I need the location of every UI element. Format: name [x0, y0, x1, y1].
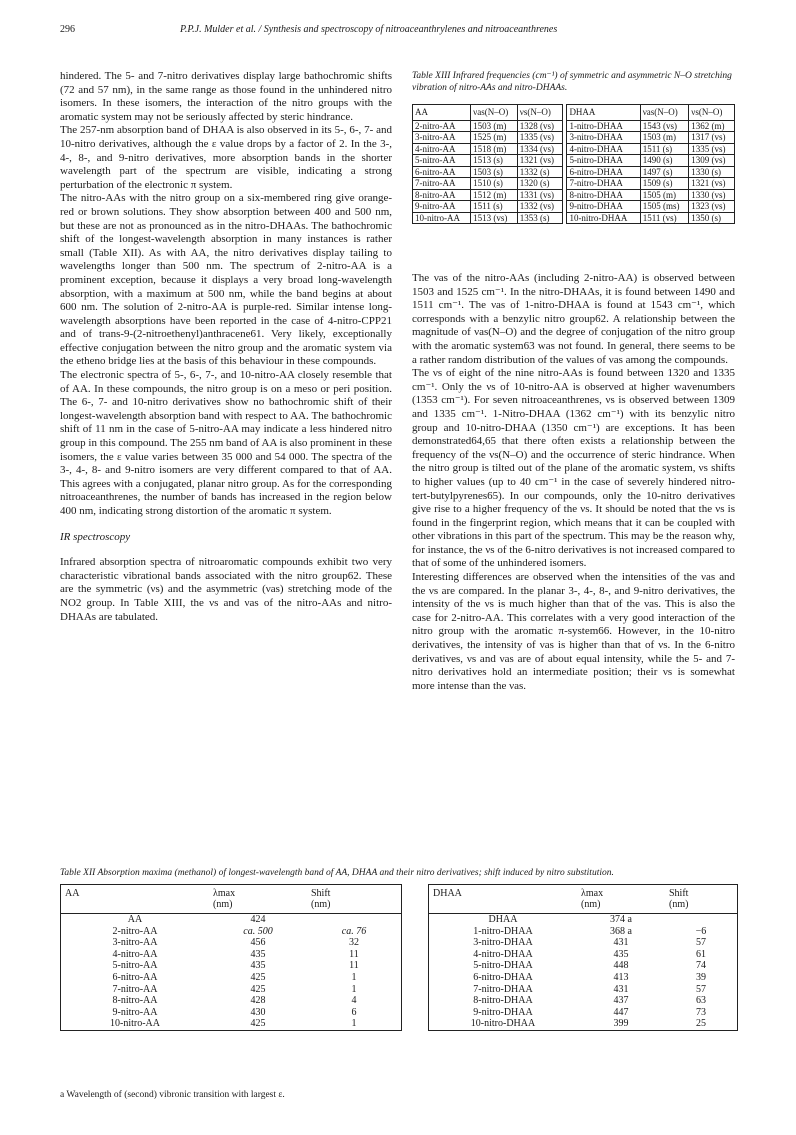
table-cell: 1332 (s) [517, 166, 563, 178]
table-cell: 7-nitro-DHAA [473, 983, 533, 995]
table-cell: 10-nitro-DHAA [567, 212, 640, 224]
table-cell: 1 [351, 1018, 357, 1030]
table-cell: 1503 (s) [471, 166, 518, 178]
table-cell: 1505 (m) [640, 189, 689, 201]
table-cell: 1328 (vs) [517, 120, 563, 132]
body-paragraph: The electronic spectra of 5-, 6-, 7-, and 10-nitro-AA closely resemble that of AA. In these compounds, the nitro group is on a meso or peri position. The 6-, 7- and 10-nitro derivatives show no bathochromic shift of their longest-wavelength absorption band with respect to AA. The bathochromic shift of 11 nm in the case of 5-nitro-AA may indicate a less hindered nitro group in this compound. The 255 nm band of AA is also prominent in these isomers, the ε value varies between 35 000 and 54 000. The spectra of the 3-, 4-, 8- and 9-nitro isomers are very different compared to that of AA. This agrees with a conjugated, planar nitro group. As for the corresponding nitroaceanthrenes, the number of bands has increased in the region below 400 nm, indicating strong distortion of the aromatic π system. [60, 369, 392, 517]
table-cell: 11 [349, 960, 359, 972]
table-cell: 39 [696, 971, 706, 983]
table-cell: 25 [696, 1018, 706, 1030]
table-caption: Table XII Absorption maxima (methanol) of longest-wavelength band of AA, DHAA and their nitro derivatives; shift induced by nitro substitution. [60, 868, 614, 878]
table-cell: 1 [351, 971, 357, 983]
table-cell: 1321 (vs) [517, 155, 563, 167]
table-cell: 431 [613, 937, 629, 949]
table-cell [665, 914, 737, 926]
table-row [413, 120, 735, 132]
table-cell: 1350 (s) [689, 212, 735, 224]
body-paragraph: The νs of eight of the nine nitro-AAs is found between 1320 and 1335 cm⁻¹. Only the νs of 10-nitro-AA is observed at higher wavenumbers (1353 cm⁻¹). For seven nitroaceanthrenes, νs is observed between 1309 and 1335 cm⁻¹. 1-Nitro-DHAA (1362 cm⁻¹) with its benzylic nitro group and 10-nitro-DHAA (1350 cm⁻¹) are exceptions. It has been demonstrated64,65 that there often exists a relationship between the frequency of the νs(N–O) and the occurrence of steric hindrance. When the nitro group is tilted out of the plane of the aromatic system, νs shifts to higher values (up to 40 cm⁻¹ in the case of severely hindered nitro-tert-butylpyrenes65). In our compounds, only the 10-nitro derivatives give rise to a higher frequency of the νs. It should be noted that the νs is found in the fingerprint region, which means that it can be coupled with other vibrations in this part of the spectrum. This may be the reason why, for instance, the νs of the 6-nitro derivatives is not increased compared to that of some of the unhindered isomers. [412, 367, 735, 570]
table-cell: 57 [696, 937, 706, 949]
table-row [61, 937, 401, 949]
table-cell: 1332 (vs) [517, 201, 563, 213]
table-cell: 74 [696, 960, 706, 972]
table-cell: AA [127, 914, 143, 925]
table-cell: 1321 (vs) [689, 178, 735, 190]
table-row [429, 914, 737, 926]
table-cell: 6-nitro-AA [413, 166, 471, 178]
table-cell: 435 [250, 960, 266, 972]
table-cell: 1511 (vs) [640, 212, 689, 224]
table-xii [60, 868, 736, 1030]
table-cell: 4 [351, 995, 357, 1007]
body-paragraph: The 257-nm absorption band of DHAA is also observed in its 5-, 6-, 7- and 10-nitro derivatives, although the ε value drops by a factor of 2. In the 3-, 4-, 8-, and 9-nitro derivatives, more absorption bands in the shorter wavelength part of the spectrum are visible, indicating a strong perturbation of the electronic π system. [60, 124, 392, 191]
body-paragraph: hindered. The 5- and 7-nitro derivatives display large bathochromic shifts (72 and 57 nm), in the same range as those found in the unhindered nitro isomers. In these isomers, the interaction of the nitro groups with the aromatic system may not be seriously affected by steric hindrance. [60, 70, 392, 123]
table-cell: 9-nitro-AA [112, 1006, 158, 1018]
table-header-cell: νs(N–O) [689, 105, 735, 121]
table-row [61, 926, 401, 938]
table-row [429, 960, 737, 972]
table-cell: 1509 (s) [640, 178, 689, 190]
right-column [412, 70, 735, 693]
table-cell: 1490 (s) [640, 155, 689, 167]
running-header [60, 24, 736, 35]
table-body [61, 914, 401, 1030]
body-paragraph: The νas of the nitro-AAs (including 2-nitro-AA) is observed between 1503 and 1525 cm⁻¹. In the nitro-DHAAs, it is found between 1490 and 1511 cm⁻¹. The νas of 1-nitro-DHAA is found at 1543 cm⁻¹, which corresponds with a benzylic nitro group62. A relationship between the magnitude of νas(N–O) and the degree of conjugation of the nitro group with the aromatic system63 was not found. In general, there seems to be a rather random distribution of the values of νas among the compounds. [412, 272, 735, 366]
table-cell: 73 [696, 1006, 706, 1018]
table-cell: 1323 (vs) [689, 201, 735, 213]
table-cell: 1 [351, 983, 357, 995]
table-cell: 1353 (s) [517, 212, 563, 224]
header-unit: (nm) [311, 899, 331, 910]
table-cell: 7-nitro-AA [413, 178, 471, 190]
table-cell: 2-nitro-AA [112, 925, 158, 937]
header-unit: (nm) [213, 899, 233, 910]
table-cell: 1513 (vs) [471, 212, 518, 224]
table-header-cell: νas(N–O) [640, 105, 689, 121]
section-heading: IR spectroscopy [60, 530, 131, 543]
table-cell: 7-nitro-DHAA [567, 178, 640, 190]
table-row [61, 984, 401, 996]
table-cell: 2-nitro-AA [413, 120, 471, 132]
table-cell: 1505 (ms) [640, 201, 689, 213]
table-row [61, 949, 401, 961]
table-cell: ca. 500 [243, 925, 273, 937]
table-row [413, 178, 735, 190]
table-caption: Table XIII Infrared frequencies (cm⁻¹) of symmetric and asymmetric N–O stretching vibration of nitro-AAs and nitro-DHAAs. [412, 71, 732, 93]
table-row [429, 1007, 737, 1019]
table-cell: 8-nitro-DHAA [473, 995, 533, 1007]
table-cell: 5-nitro-AA [112, 960, 158, 972]
table-cell: 1334 (vs) [517, 143, 563, 155]
table-cell: 1543 (vs) [640, 120, 689, 132]
table-cell [307, 914, 401, 926]
table-cell: 430 [250, 1006, 266, 1018]
table-cell: 448 [613, 960, 629, 972]
table-row [429, 984, 737, 996]
header-shift: Shift [311, 888, 331, 899]
table-cell: 6-nitro-DHAA [473, 971, 533, 983]
table-row [413, 155, 735, 167]
header-shift: Shift [669, 888, 689, 899]
table-cell: 447 [613, 1006, 629, 1018]
table-row [413, 166, 735, 178]
header-lambda: λmax [581, 888, 604, 899]
table-cell: 1503 (m) [471, 120, 518, 132]
header-lambda: λmax [213, 888, 236, 899]
body-paragraph: Interesting differences are observed when the intensities of the νas and the νs are compared. In the planar 3-, 4-, 8-, and 9-nitro derivatives, the intensity of the νs is much higher than that of the νas. This is also the case for 2-nitro-AA. This correlates with a very good interaction of the nitro group with the aromatic π-system66. However, in the 10-nitro derivatives, the intensity of νas is higher than that of νs. In the 6-nitro derivatives, νs and νas are of about equal intensity, while the 5- and 7-nitro derivatives hold an intermediate position; their νs is somewhat more intense than the νas. [412, 571, 735, 692]
table-cell: 4-nitro-DHAA [473, 948, 533, 960]
table-cell: DHAA [488, 914, 518, 925]
table-cell: 1330 (s) [689, 166, 735, 178]
table-cell: 4-nitro-AA [413, 143, 471, 155]
table-cell: 1512 (m) [471, 189, 518, 201]
table-row [429, 1018, 737, 1030]
table-row [413, 143, 735, 155]
ir-frequency-table [412, 104, 735, 224]
table-row [61, 1007, 401, 1019]
table-cell: 428 [250, 995, 266, 1007]
table-cell: 1335 (vs) [689, 143, 735, 155]
table-cell: ca. 76 [341, 925, 367, 937]
table-cell: 63 [696, 995, 706, 1007]
table-cell: 6 [351, 1006, 357, 1018]
body-paragraph: Infrared absorption spectra of nitroaromatic compounds exhibit two very characteristic vibrational bands associated with the nitro group62. These are the symmetric (νs) and the asymmetric (νas) stretching mode of the NO2 group. In Table XIII, the νs and νas of the nitro-AAs and nitro-DHAAs are tabulated. [60, 556, 392, 623]
table-cell: 32 [349, 937, 359, 949]
table-cell: 8-nitro-DHAA [567, 189, 640, 201]
table-row [61, 972, 401, 984]
table-cell: 424 [250, 914, 266, 925]
table-cell: 9-nitro-DHAA [473, 1006, 533, 1018]
table-header-row [429, 885, 737, 914]
table-header-row [61, 885, 401, 914]
table-row [61, 914, 401, 926]
table-cell: 1511 (s) [640, 143, 689, 155]
table-cell: 10-nitro-AA [110, 1018, 160, 1030]
table-cell: 8-nitro-AA [413, 189, 471, 201]
table-cell: 1330 (vs) [689, 189, 735, 201]
table-cell: 6-nitro-DHAA [567, 166, 640, 178]
table-cell: 1-nitro-DHAA [473, 925, 533, 937]
table-cell: 10-nitro-AA [413, 212, 471, 224]
table-cell: 425 [250, 1018, 266, 1030]
table-cell: 3-nitro-AA [112, 937, 158, 949]
table-cell: 9-nitro-AA [413, 201, 471, 213]
table-dhaa-block [428, 884, 738, 1031]
table-cell: 435 [250, 948, 266, 960]
table-cell: 10-nitro-DHAA [470, 1018, 536, 1030]
table-row [429, 995, 737, 1007]
table-cell: 431 [613, 983, 629, 995]
header-unit: (nm) [669, 899, 689, 910]
table-cell: 1518 (m) [471, 143, 518, 155]
table-cell: 9-nitro-DHAA [567, 201, 640, 213]
table-row [413, 132, 735, 144]
table-row [429, 926, 737, 938]
table-cell: 374 a [610, 914, 632, 925]
table-header-row [413, 105, 735, 121]
table-cell: 1317 (vs) [689, 132, 735, 144]
table-body [413, 120, 735, 224]
table-cell: 1-nitro-DHAA [567, 120, 640, 132]
table-cell: 6-nitro-AA [112, 971, 158, 983]
table-cell: 5-nitro-AA [413, 155, 471, 167]
table-cell: 4-nitro-AA [112, 948, 158, 960]
table-header-cell: DHAA [567, 105, 640, 121]
table-cell: 5-nitro-DHAA [567, 155, 640, 167]
table-cell: 1362 (m) [689, 120, 735, 132]
table-row [61, 960, 401, 972]
table-cell: 1335 (vs) [517, 132, 563, 144]
table-header-cell [665, 885, 737, 914]
table-header-cell: AA [413, 105, 471, 121]
table-cell: 1331 (vs) [517, 189, 563, 201]
body-paragraph: The nitro-AAs with the nitro group on a six-membered ring give orange-red or brown solutions. They show absorption between 400 and 500 nm, but these are not as pronounced as in the nitro-DHAAs. The bathochromic shift of the longest-wavelength absorption in many instances is rather small (Table XII). As with AA, the nitro derivatives display tailing to wavelengths longer than 500 nm. The spectrum of 2-nitro-AA is a prominent exception, because it displays a very broad long-wavelength absorption, with a maximum at 500 nm, while the band begins at about 600 nm. The solution of 2-nitro-AA is purple-red. Similar intense long-wavelength absorptions have been reported in the case of 4-nitro-CPP21 and of trans-9-(2-nitroethenyl)anthracene61. Very likely, exceptionally effective conjugation between the nitro group and the aromatic system via the etheno bridge lies at the basis of this behaviour in these compounds. [60, 192, 392, 368]
table-row [61, 1018, 401, 1030]
table-row [413, 212, 735, 224]
table-cell: 8-nitro-AA [112, 995, 158, 1007]
table-cell: 1525 (m) [471, 132, 518, 144]
table-cell: 437 [613, 995, 629, 1007]
table-aa-block [60, 884, 402, 1031]
table-row [429, 972, 737, 984]
table-cell: 1511 (s) [471, 201, 518, 213]
header-unit: (nm) [581, 899, 601, 910]
table-header-cell: AA [65, 888, 80, 899]
table-header-cell: νas(N–O) [471, 105, 518, 121]
table-cell: 3-nitro-AA [413, 132, 471, 144]
table-header-cell [307, 885, 401, 914]
table-cell: 1510 (s) [471, 178, 518, 190]
table-cell: 399 [613, 1018, 629, 1030]
left-column [60, 70, 392, 624]
table-cell: 11 [349, 948, 359, 960]
table-cell: 5-nitro-DHAA [473, 960, 533, 972]
table-cell: 435 [613, 948, 629, 960]
table-cell: 7-nitro-AA [112, 983, 158, 995]
table-row [61, 995, 401, 1007]
table-cell: 425 [250, 971, 266, 983]
table-cell: 4-nitro-DHAA [567, 143, 640, 155]
table-cell: 413 [613, 971, 629, 983]
table-body [429, 914, 737, 1030]
table-cell: 1497 (s) [640, 166, 689, 178]
table-row [413, 189, 735, 201]
running-title: P.P.J. Mulder et al. / Synthesis and spectroscopy of nitroaceanthrylenes and nitroaceanthrenes [180, 24, 558, 35]
table-cell: 425 [250, 983, 266, 995]
table-cell: 1503 (m) [640, 132, 689, 144]
table-cell: 57 [696, 983, 706, 995]
table-header-cell: DHAA [433, 888, 462, 899]
table-cell: 3-nitro-DHAA [567, 132, 640, 144]
table-cell: 368 a [610, 925, 632, 937]
table-cell: 61 [696, 948, 706, 960]
table-cell: 3-nitro-DHAA [473, 937, 533, 949]
table-row [413, 201, 735, 213]
table-header-cell [577, 885, 665, 914]
table-row [429, 937, 737, 949]
table-row [429, 949, 737, 961]
table-header-cell: νs(N–O) [517, 105, 563, 121]
table-cell: 1309 (vs) [689, 155, 735, 167]
table-footnote: a Wavelength of (second) vibronic transition with largest ε. [60, 1090, 285, 1100]
table-cell: 456 [250, 937, 266, 949]
table-cell: −6 [695, 925, 707, 937]
table-cell: 1513 (s) [471, 155, 518, 167]
table-cell: 1320 (s) [517, 178, 563, 190]
page-number: 296 [60, 24, 75, 35]
table-header-cell [209, 885, 307, 914]
